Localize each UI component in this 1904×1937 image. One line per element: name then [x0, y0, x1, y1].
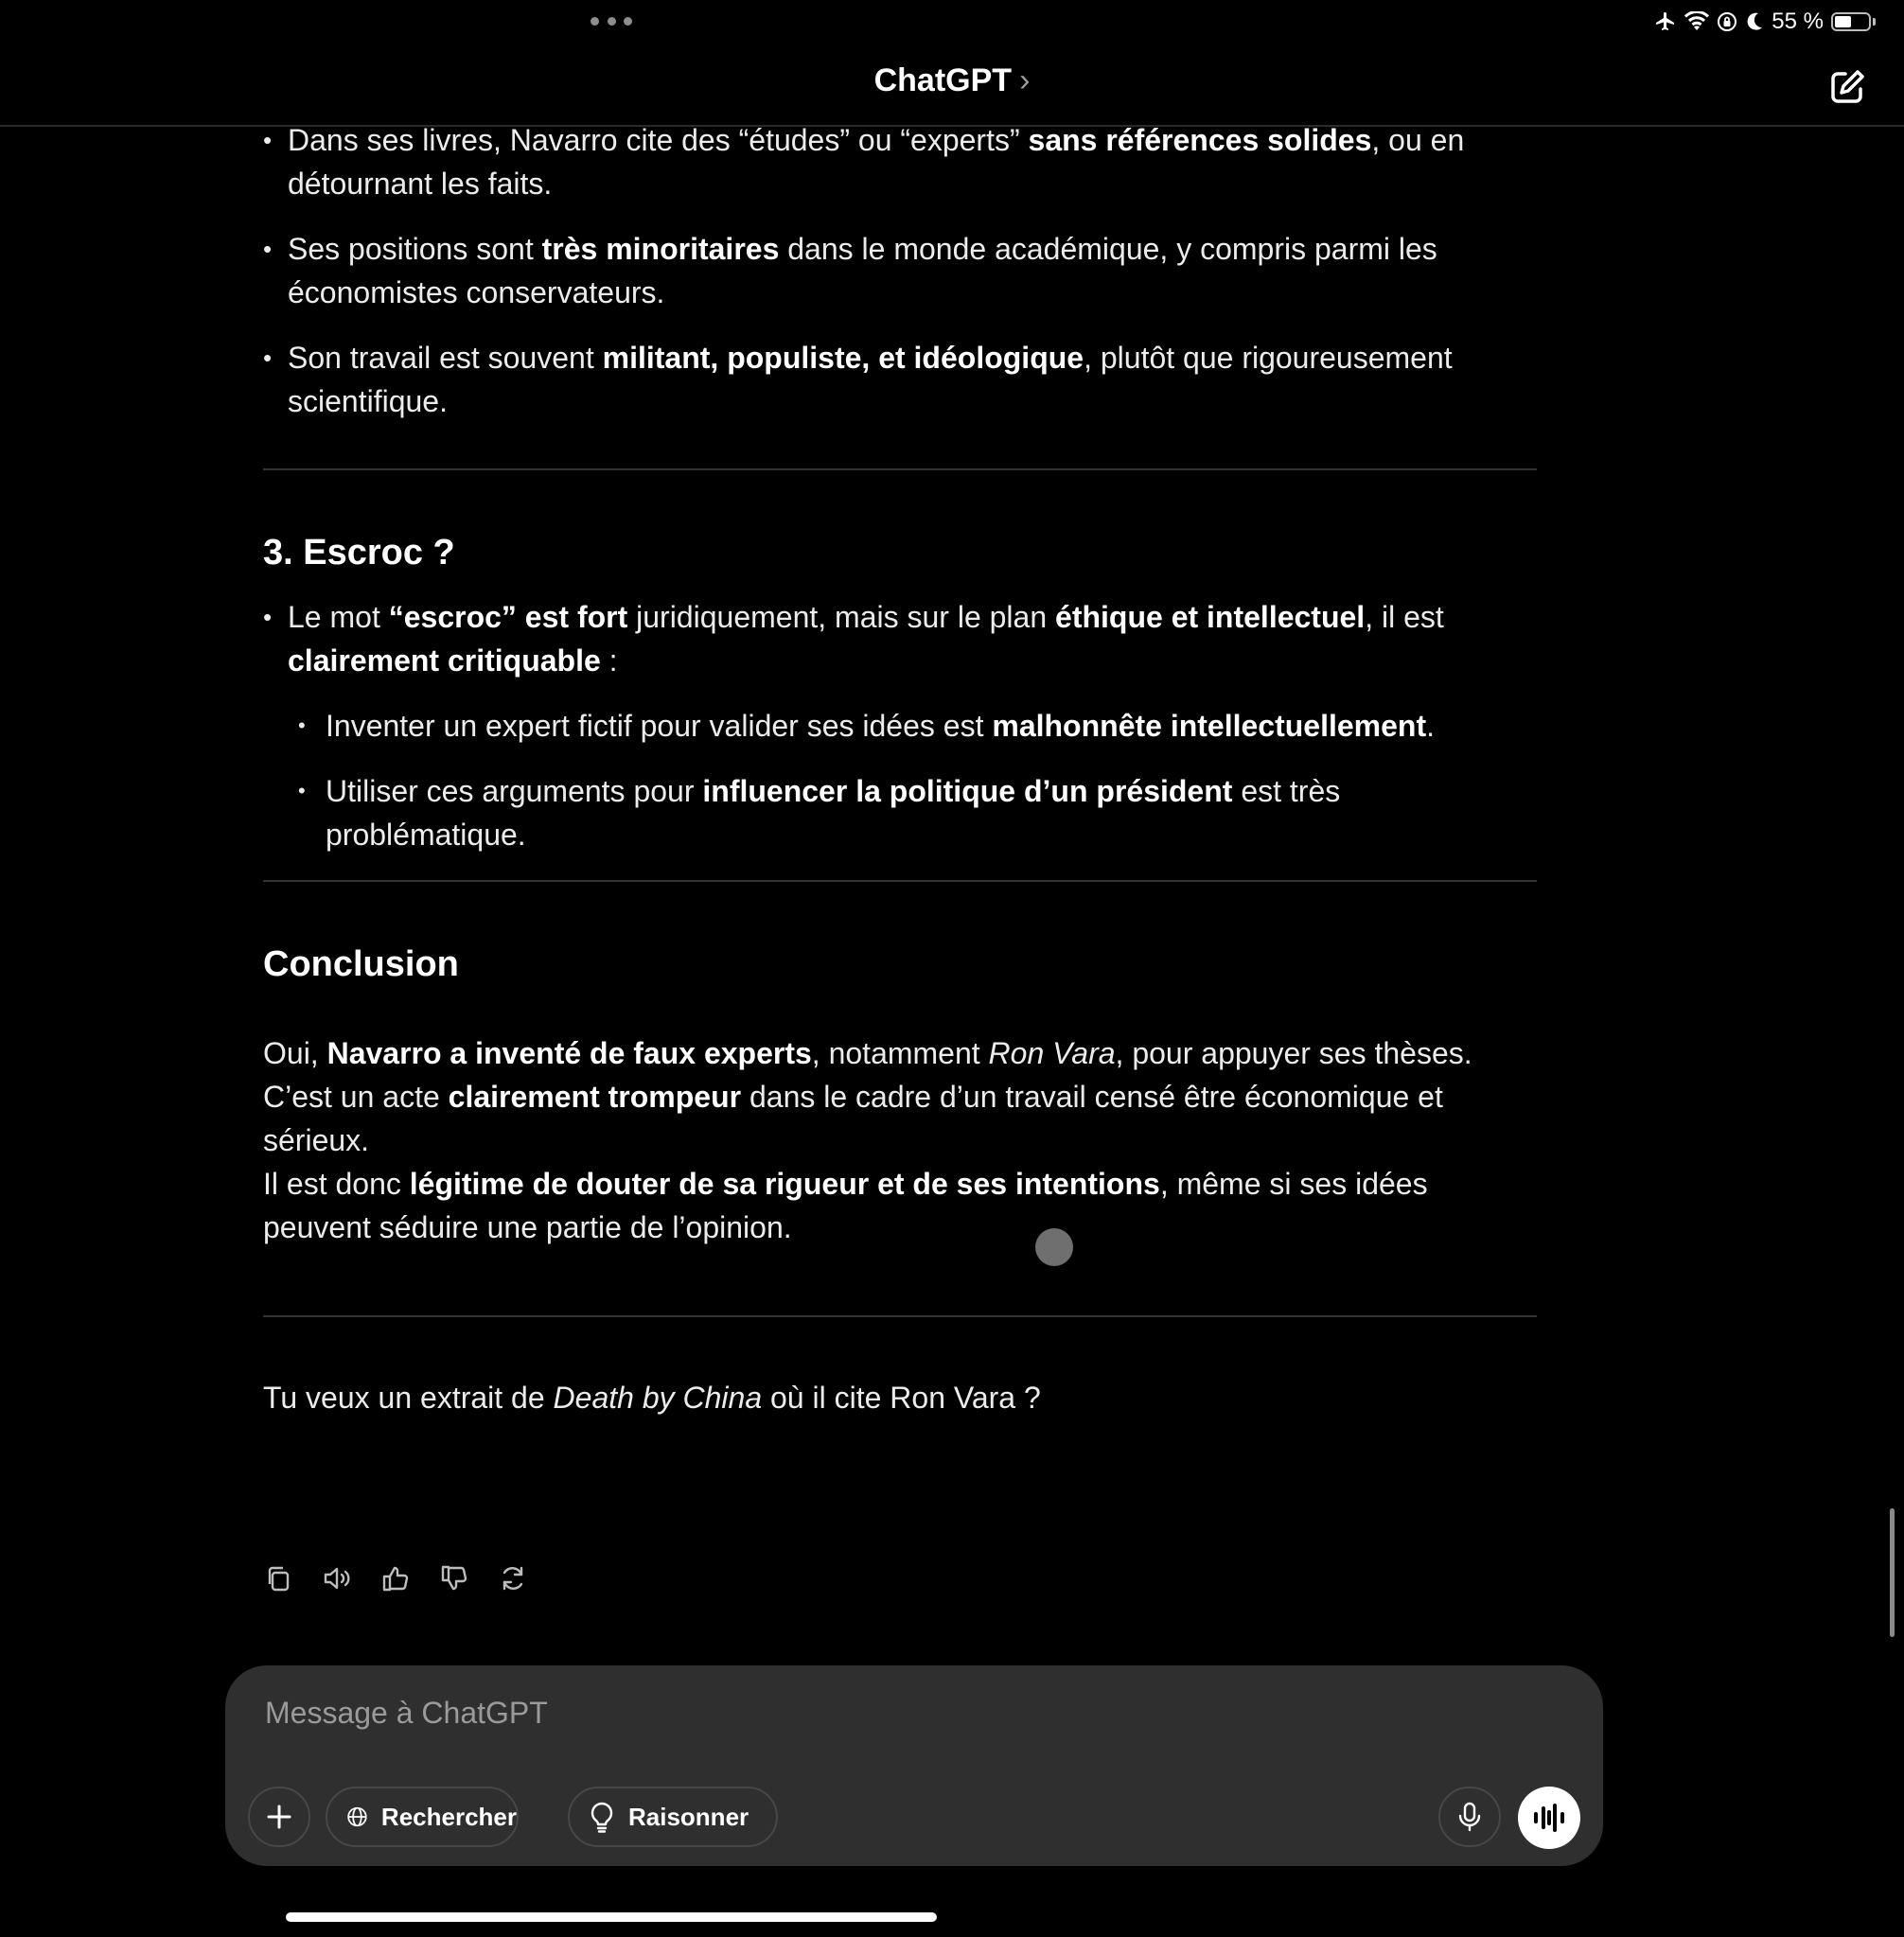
globe-icon: [346, 1802, 368, 1832]
new-chat-icon[interactable]: [1826, 66, 1868, 108]
list-item: • Son travail est souvent militant, populiste, et idéologique, plutôt que rigoureusement scientifique.: [263, 336, 1537, 423]
follow-up-question: Tu veux un extrait de Death by China où il cite Ron Vara ?: [263, 1381, 1041, 1415]
copy-icon[interactable]: [263, 1563, 293, 1594]
list-item: • Dans ses livres, Navarro cite des “études” ou “experts” sans références solides, ou en détournant les faits.: [263, 118, 1537, 205]
conclusion-line: Oui, Navarro a inventé de faux experts, notamment Ron Vara, pour appuyer ses thèses.: [263, 1036, 1472, 1070]
battery-fill: [1835, 16, 1851, 27]
dot: [624, 17, 632, 26]
conclusion-line: C’est un acte clairement trompeur dans le cadre d’un travail censé être économique et sérieux.: [263, 1080, 1443, 1157]
scroll-indicator[interactable]: [1890, 1508, 1895, 1637]
list-item: • Utiliser ces arguments pour influencer la politique d’un président est très problématique.: [263, 769, 1537, 856]
bullet-list: [263, 118, 1537, 423]
touch-indicator: [1035, 1228, 1073, 1266]
bullet-list: [263, 595, 1537, 856]
multitasking-dots[interactable]: [591, 13, 632, 28]
dictation-button[interactable]: [1438, 1787, 1501, 1847]
rotation-lock-icon: [1717, 11, 1737, 32]
wifi-icon: [1684, 11, 1709, 32]
dot: [591, 17, 599, 26]
voice-waveform-icon: [1531, 1804, 1567, 1832]
chevron-right-icon: ›: [1019, 62, 1031, 98]
search-label: Rechercher: [380, 1802, 517, 1831]
list-item: • Inventer un expert fictif pour valider ses idées est malhonnête intellectuellement.: [263, 704, 1537, 748]
sub-bullet-list: [288, 704, 1537, 856]
moon-icon: [1745, 11, 1764, 32]
search-button[interactable]: [326, 1787, 519, 1847]
status-bar: [0, 0, 1904, 44]
divider: [263, 880, 1537, 882]
microphone-icon: [1456, 1802, 1483, 1832]
battery-percentage: 55 %: [1772, 9, 1824, 34]
thumbs-up-icon[interactable]: [380, 1563, 411, 1594]
dot: [608, 17, 616, 26]
nav-bar: [0, 44, 1904, 127]
message-input[interactable]: Message à ChatGPT: [265, 1696, 548, 1730]
reason-button[interactable]: [568, 1787, 778, 1847]
attach-button[interactable]: [248, 1787, 310, 1847]
read-aloud-icon[interactable]: [322, 1563, 352, 1594]
message-actions: [263, 1563, 528, 1594]
battery-icon: [1831, 12, 1871, 31]
voice-mode-button[interactable]: [1518, 1787, 1580, 1849]
regenerate-icon[interactable]: [498, 1563, 528, 1594]
list-item: • Le mot “escroc” est fort juridiquement, mais sur le plan éthique et intellectuel, il est clairement critiquable : • Inventer un expert fictif pour valider ses idées est malhonnête intellectuellement. • Utiliser ces arguments pour influencer la politique d’un président est très problématique.: [263, 595, 1537, 856]
home-indicator[interactable]: [286, 1912, 937, 1922]
assistant-message: [263, 118, 1537, 1419]
plus-icon: [265, 1803, 293, 1831]
composer: [225, 1665, 1603, 1866]
conclusion-line: Il est donc légitime de douter de sa rigueur et de ses intentions, même si ses idées peuvent séduire une partie de l’opinion.: [263, 1167, 1428, 1244]
battery-tip: [1873, 18, 1876, 26]
list-item: • Ses positions sont très minoritaires dans le monde académique, y compris parmi les économistes conservateurs.: [263, 227, 1537, 314]
thumbs-down-icon[interactable]: [439, 1563, 469, 1594]
reason-label: Raisonner: [628, 1802, 749, 1831]
airplane-icon: [1654, 10, 1677, 33]
lightbulb-icon: [589, 1801, 615, 1833]
model-selector[interactable]: [0, 62, 1904, 99]
divider: [263, 468, 1537, 470]
nav-title-text: ChatGPT: [873, 62, 1013, 98]
section-heading: 3. Escroc ?: [263, 533, 455, 572]
divider: [263, 1315, 1537, 1317]
conclusion-heading: Conclusion: [263, 944, 459, 984]
status-indicators: [1654, 8, 1876, 36]
conclusion-paragraph: [263, 1031, 1537, 1249]
